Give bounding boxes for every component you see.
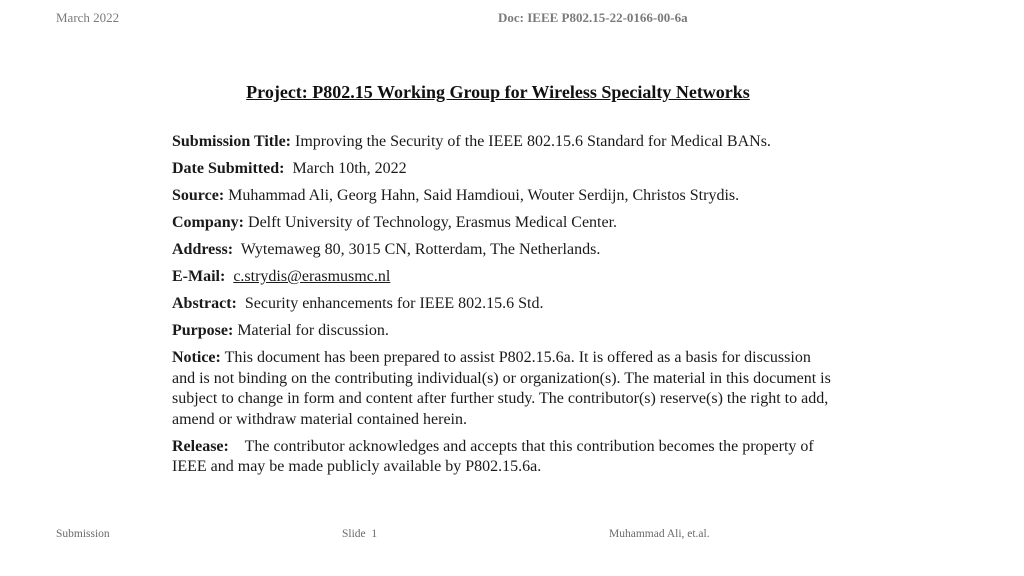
project-title: Project: P802.15 Working Group for Wireless Specialty Networks	[246, 82, 750, 102]
purpose-label: Purpose:	[172, 322, 234, 339]
header-doc-id: Doc: IEEE P802.15-22-0166-00-6a	[498, 10, 688, 25]
date-submitted-label: Date Submitted:	[172, 160, 285, 177]
address-row	[172, 240, 832, 261]
abstract-label: Abstract:	[172, 295, 237, 312]
notice-value: This document has been prepared to assist P802.15.6a. It is offered as a basis for discussion and is not binding on the contributing individual(s) or organization(s). The material in this document is subject to change in form and content after further study. The contributor(s) reserve(s) the right to add, amend or withdraw material contained herein.	[172, 349, 831, 428]
address-value: Wytemaweg 80, 3015 CN, Rotterdam, The Netherlands.	[240, 241, 601, 258]
submission-title-label: Submission Title:	[172, 133, 292, 150]
email-row	[172, 267, 832, 288]
purpose-row	[172, 321, 832, 342]
notice-label: Notice:	[172, 349, 221, 366]
notice-row	[172, 348, 832, 430]
date-submitted-row	[172, 159, 832, 180]
company-row	[172, 213, 832, 234]
company-label: Company:	[172, 214, 245, 231]
submission-title-row	[172, 132, 832, 153]
release-value: The contributor acknowledges and accepts that this contribution becomes the property of IEEE and may be made publicly available by P802.15.6a.	[172, 437, 814, 475]
email-link[interactable]: c.strydis@erasmusmc.nl	[233, 268, 391, 285]
footer-author: Muhammad Ali, et.al.	[609, 528, 710, 540]
footer-slide-label: Slide	[342, 528, 366, 540]
company-value: Delft University of Technology, Erasmus Medical Center.	[248, 214, 618, 231]
date-submitted-value: March 10th, 2022	[292, 160, 407, 177]
submission-details	[172, 132, 832, 484]
abstract-row	[172, 294, 832, 315]
email-label: E-Mail:	[172, 268, 226, 285]
source-row	[172, 186, 832, 207]
submission-title-value: Improving the Security of the IEEE 802.15.6 Standard for Medical BANs.	[295, 133, 771, 150]
release-label: Release:	[172, 437, 229, 455]
footer-submission: Submission	[56, 528, 110, 540]
footer-slide	[342, 528, 377, 540]
abstract-value: Security enhancements for IEEE 802.15.6 Std.	[244, 295, 544, 312]
source-label: Source:	[172, 187, 225, 204]
address-label: Address:	[172, 241, 234, 258]
header-date: March 2022	[56, 10, 120, 25]
source-value: Muhammad Ali, Georg Hahn, Said Hamdioui, Wouter Serdijn, Christos Strydis.	[228, 187, 740, 204]
purpose-value: Material for discussion.	[237, 322, 389, 339]
release-row	[172, 437, 832, 478]
footer-slide-number: 1	[371, 528, 378, 540]
